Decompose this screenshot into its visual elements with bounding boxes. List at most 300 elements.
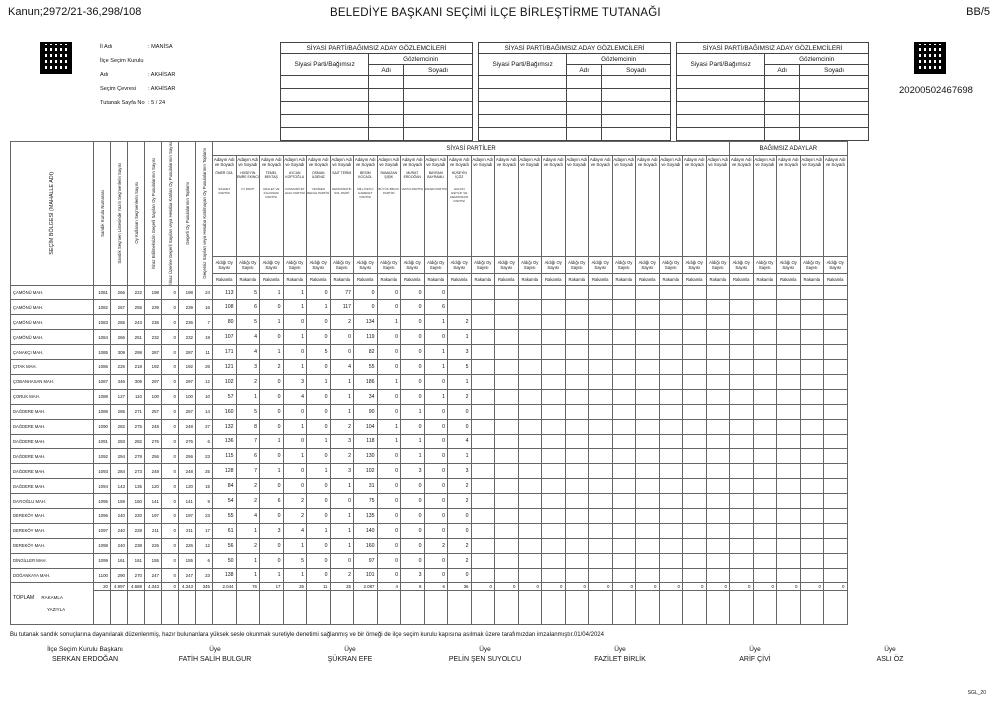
vote-cell	[565, 464, 589, 479]
vote-cell: 6	[424, 300, 448, 315]
row-neighborhood: DEREKÖY MAH.	[11, 508, 94, 523]
vote-cell: 84	[213, 479, 237, 494]
vote-cell: 121	[213, 360, 237, 375]
vote-cell	[659, 315, 683, 330]
vote-cell: 4	[448, 434, 472, 449]
row-neighborhood: DAĞDERE MAH.	[11, 464, 94, 479]
vote-cell: 1	[377, 374, 401, 389]
candidate-header-label: Adayın Adı ve Soyadı	[425, 157, 447, 168]
row-neighborhood: DAĞDERE MAH.	[11, 479, 94, 494]
vote-cell: 0	[354, 285, 378, 300]
vote-cell: 102	[213, 374, 237, 389]
total-vote-cell: 0	[706, 583, 730, 591]
table-row	[11, 434, 848, 449]
vote-cell: 0	[401, 419, 425, 434]
vote-cell: 102	[354, 464, 378, 479]
vote-cell	[659, 374, 683, 389]
vote-cell	[471, 419, 495, 434]
row-inv: 15	[196, 479, 213, 494]
votes-header: Aldığı Oy Sayısı	[636, 257, 660, 274]
vote-cell: 0	[307, 315, 331, 330]
vote-cell	[471, 404, 495, 419]
vote-cell: 0	[260, 419, 284, 434]
numeric-header: Rakamla	[260, 274, 284, 286]
vote-cell: 0	[307, 479, 331, 494]
vote-cell	[542, 389, 566, 404]
vote-cell	[730, 538, 754, 553]
vote-cell: 0	[260, 538, 284, 553]
row-neighborhood: ÇAMÖNÜ MAH.	[11, 285, 94, 300]
vote-cell: 1	[260, 285, 284, 300]
vote-cell: 1	[283, 330, 307, 345]
table-row	[11, 345, 848, 360]
row-inv: 9	[196, 494, 213, 509]
row-valid: 248	[179, 464, 196, 479]
total-words-cell	[424, 591, 448, 625]
total-words-cell	[589, 591, 613, 625]
row-box: 1098	[94, 538, 111, 553]
vote-cell	[706, 434, 730, 449]
candidate-header-label: Adayın Adı ve Soyadı	[589, 157, 611, 168]
row-valid: 232	[179, 330, 196, 345]
numeric-header: Rakamla	[683, 274, 707, 286]
total-words-cell	[94, 591, 111, 625]
total-vote-cell: 11	[307, 583, 331, 591]
vote-cell	[565, 494, 589, 509]
vote-cell: 0	[377, 330, 401, 345]
vote-cell: 2	[236, 374, 260, 389]
vote-cell: 4	[236, 508, 260, 523]
row-voted: 273	[128, 464, 145, 479]
vote-cell: 3	[401, 568, 425, 583]
vote-cell	[800, 553, 824, 568]
vote-cell: 0	[424, 464, 448, 479]
row-box: 1093	[94, 464, 111, 479]
vote-cell	[565, 374, 589, 389]
candidate-header-label: Adayın Adı ve Soyadı	[801, 157, 823, 168]
vote-cell	[589, 315, 613, 330]
total-vote-cell: 0	[636, 583, 660, 591]
vote-cell: 1	[307, 434, 331, 449]
vote-cell: 0	[283, 345, 307, 360]
vote-cell	[683, 300, 707, 315]
total-vote-cell: 0	[824, 583, 848, 591]
section-independent: BAĞIMSIZ ADAYLAR	[730, 142, 848, 156]
vote-cell	[730, 434, 754, 449]
total-words-cell	[471, 591, 495, 625]
party-name: CUMHURİYET HALK PARTİSİ	[284, 187, 305, 196]
vote-cell	[753, 330, 777, 345]
total-words-cell	[236, 591, 260, 625]
observer-row	[677, 115, 869, 128]
vote-cell	[542, 345, 566, 360]
signer-name: FAZİLET BİRLİK	[594, 656, 646, 663]
total-vote-cell: 0	[730, 583, 754, 591]
col-registered: Sandık Seçmen Listesinde Yazılı Seçmenlerin Sayısı	[111, 142, 128, 286]
vote-cell	[706, 360, 730, 375]
vote-cell: 1	[307, 523, 331, 538]
vote-cell: 54	[213, 494, 237, 509]
vote-cell	[636, 538, 660, 553]
row-b: 0	[162, 345, 179, 360]
vote-cell: 0	[307, 285, 331, 300]
candidate-column-header	[777, 156, 801, 257]
vote-cell	[753, 464, 777, 479]
vote-cell: 0	[307, 494, 331, 509]
observer-table	[280, 42, 473, 141]
candidate-column-header	[401, 156, 425, 257]
vote-cell	[800, 404, 824, 419]
total-vote-cell: 0	[495, 583, 519, 591]
vote-cell: 1	[283, 419, 307, 434]
info-row: Tutanak Sayfa No : 5 / 24	[100, 100, 166, 106]
vote-cell	[518, 300, 542, 315]
candidate-header-label: Adayın Adı ve Soyadı	[519, 157, 541, 168]
vote-cell: 1	[307, 300, 331, 315]
vote-cell: 1	[283, 568, 307, 583]
vote-cell	[565, 389, 589, 404]
vote-cell: 0	[307, 419, 331, 434]
vote-cell	[683, 389, 707, 404]
candidate-column-header	[213, 156, 237, 257]
row-valid: 256	[179, 449, 196, 464]
vote-cell: 136	[213, 434, 237, 449]
vote-cell	[683, 434, 707, 449]
vote-cell: 0	[401, 479, 425, 494]
vote-cell: 2	[448, 538, 472, 553]
vote-cell	[753, 538, 777, 553]
vote-cell	[730, 508, 754, 523]
vote-cell: 6	[236, 449, 260, 464]
vote-cell: 6	[260, 494, 284, 509]
candidate-name	[519, 171, 542, 185]
vote-cell	[612, 404, 636, 419]
table-row	[11, 464, 848, 479]
votes-header: Aldığı Oy Sayısı	[283, 257, 307, 274]
vote-cell	[565, 300, 589, 315]
votes-header: Aldığı Oy Sayısı	[730, 257, 754, 274]
total-words-cell	[753, 591, 777, 625]
signer	[295, 645, 405, 665]
row-inv: 7	[196, 315, 213, 330]
candidate-name: BAYRAM BAYRAMLI	[427, 171, 445, 180]
vote-cell	[706, 464, 730, 479]
vote-cell	[753, 479, 777, 494]
vote-cell	[565, 345, 589, 360]
votes-header: Aldığı Oy Sayısı	[659, 257, 683, 274]
row-neighborhood: ÇAMÖNÜ MAH.	[11, 300, 94, 315]
vote-cell	[495, 553, 519, 568]
party-name: DEMOKRATİK SOL PARTİ	[331, 187, 352, 196]
row-reg: 284	[111, 464, 128, 479]
row-reg: 240	[111, 538, 128, 553]
total-vote-cell: 76	[236, 583, 260, 591]
vote-cell: 0	[260, 389, 284, 404]
vote-cell: 5	[283, 553, 307, 568]
row-box: 1087	[94, 374, 111, 389]
row-voted: 150	[128, 494, 145, 509]
row-b: 0	[162, 330, 179, 345]
vote-cell	[730, 330, 754, 345]
vote-cell: 1	[236, 389, 260, 404]
vote-cell	[824, 479, 848, 494]
vote-cell	[565, 330, 589, 345]
vote-cell: 0	[260, 330, 284, 345]
observer-row	[677, 102, 869, 115]
vote-cell	[777, 300, 801, 315]
vote-cell: 0	[260, 553, 284, 568]
candidate-header-label: Adayın Adı ve Soyadı	[542, 157, 564, 168]
row-inv: 12	[196, 538, 213, 553]
vote-cell	[495, 300, 519, 315]
vote-cell	[565, 419, 589, 434]
vote-cell	[753, 300, 777, 315]
vote-cell	[777, 538, 801, 553]
vote-cell: 7	[236, 464, 260, 479]
observer-row	[479, 102, 671, 115]
observer-table	[676, 42, 869, 141]
vote-cell	[683, 449, 707, 464]
row-reg: 226	[111, 360, 128, 375]
totals-row	[11, 583, 848, 591]
vote-cell	[777, 315, 801, 330]
vote-cell	[659, 419, 683, 434]
footer-statement: Bu tutanak sandık sonuçlarına dayanılarak düzenlenmiş, hazır bulunanlara yüksek sesle okunmak suretiyle denetimi sağlanmış ve bir örneği de ilçe seçim kurulu kapısına asılmak üzere tarafımızdan imzalanmıştır.01/04/2024	[10, 632, 604, 638]
vote-cell: 97	[354, 553, 378, 568]
observer-row	[281, 115, 473, 128]
observer-row	[479, 89, 671, 102]
vote-cell: 0	[401, 538, 425, 553]
candidate-name: HÜSEYİN İÇÖZ	[451, 171, 467, 180]
vote-cell	[636, 494, 660, 509]
row-neighborhood: ÇANAKÇI MAH.	[11, 345, 94, 360]
row-b: 0	[162, 419, 179, 434]
vote-cell: 1	[401, 449, 425, 464]
row-a: 226	[145, 538, 162, 553]
row-reg: 266	[111, 285, 128, 300]
vote-cell: 3	[401, 464, 425, 479]
row-reg: 309	[111, 345, 128, 360]
signer-name: PELİN ŞEN SUYOLCU	[448, 656, 522, 663]
total-vote-cell: 2.087	[354, 583, 378, 591]
row-a: 155	[145, 553, 162, 568]
votes-header: Aldığı Oy Sayısı	[495, 257, 519, 274]
row-valid: 192	[179, 360, 196, 375]
row-b: 0	[162, 523, 179, 538]
total-vote-cell: 0	[565, 583, 589, 591]
numeric-header: Rakamla	[448, 274, 472, 286]
vote-cell: 4	[330, 360, 354, 375]
vote-cell: 1	[424, 345, 448, 360]
row-b: 0	[162, 479, 179, 494]
observer-group-title: SİYASİ PARTİ/BAĞIMSIZ ADAY GÖZLEMCİLERİ	[281, 43, 473, 54]
vote-cell	[659, 449, 683, 464]
vote-cell	[542, 538, 566, 553]
row-valid: 276	[179, 434, 196, 449]
vote-cell: 1	[260, 568, 284, 583]
vote-cell: 0	[424, 568, 448, 583]
total-words-cell	[636, 591, 660, 625]
vote-cell	[495, 434, 519, 449]
vote-cell: 0	[377, 508, 401, 523]
total-vote-cell: 8	[401, 583, 425, 591]
vote-cell	[706, 479, 730, 494]
signer-role: Üye	[884, 646, 896, 653]
candidate-header-label: Adayın Adı ve Soyadı	[566, 157, 588, 168]
vote-cell	[589, 464, 613, 479]
row-reg: 282	[111, 419, 128, 434]
observer-first-name-label: Adı	[567, 65, 602, 76]
observer-last-name-label: Soyadı	[404, 65, 473, 76]
vote-cell: 0	[377, 345, 401, 360]
row-reg: 285	[111, 404, 128, 419]
vote-cell: 160	[213, 404, 237, 419]
table-row	[11, 374, 848, 389]
total-valid: 4.343	[179, 583, 196, 591]
candidate-column-header	[518, 156, 542, 257]
vote-cell: 56	[213, 538, 237, 553]
vote-cell	[706, 553, 730, 568]
vote-cell	[636, 315, 660, 330]
row-voted: 255	[128, 300, 145, 315]
row-box: 1094	[94, 479, 111, 494]
row-inv: 16	[196, 300, 213, 315]
vote-cell: 1	[260, 464, 284, 479]
signer	[30, 645, 140, 665]
vote-cell: 0	[401, 300, 425, 315]
candidate-header-label: Adayın Adı ve Soyadı	[213, 157, 235, 168]
row-reg: 290	[111, 568, 128, 583]
vote-cell	[777, 523, 801, 538]
numeric-header: Rakamla	[307, 274, 331, 286]
vote-cell	[518, 523, 542, 538]
numeric-header: Rakamla	[589, 274, 613, 286]
candidate-column-header	[448, 156, 472, 257]
total-vote-cell: 0	[542, 583, 566, 591]
votes-header: Aldığı Oy Sayısı	[236, 257, 260, 274]
vote-cell	[612, 479, 636, 494]
row-a: 232	[145, 330, 162, 345]
col-neighborhood: SEÇİM BÖLGESİ (MAHALLE ADI)	[11, 142, 94, 286]
vote-cell: 1	[260, 345, 284, 360]
vote-cell: 2	[236, 494, 260, 509]
vote-cell: 1	[330, 404, 354, 419]
vote-cell	[589, 479, 613, 494]
row-voted: 270	[128, 568, 145, 583]
vote-cell	[612, 360, 636, 375]
vote-cell	[683, 360, 707, 375]
vote-cell	[753, 568, 777, 583]
candidate-column-header	[683, 156, 707, 257]
vote-cell	[706, 330, 730, 345]
vote-cell	[518, 330, 542, 345]
vote-cell	[683, 315, 707, 330]
vote-cell: 1	[283, 300, 307, 315]
numeric-header: Rakamla	[542, 274, 566, 286]
vote-cell: 2	[283, 494, 307, 509]
vote-cell: 0	[424, 479, 448, 494]
row-inv: 6	[196, 553, 213, 568]
vote-cell	[589, 330, 613, 345]
vote-cell: 0	[260, 300, 284, 315]
vote-cell	[659, 464, 683, 479]
party-name: ADALET VE KALKINMA PARTİSİ	[263, 187, 280, 200]
vote-cell: 0	[283, 434, 307, 449]
vote-cell	[612, 568, 636, 583]
table-row	[11, 568, 848, 583]
candidate-name: AYCAN KOPTOĞLU	[285, 171, 305, 180]
candidate-header-label: Adayın Adı ve Soyadı	[331, 157, 353, 168]
row-reg: 161	[111, 553, 128, 568]
candidate-column-header	[824, 156, 848, 257]
vote-cell: 160	[354, 538, 378, 553]
row-a: 276	[145, 434, 162, 449]
vote-cell: 7	[236, 434, 260, 449]
row-voted: 243	[128, 315, 145, 330]
row-voted: 298	[128, 345, 145, 360]
vote-cell: 6	[236, 300, 260, 315]
vote-cell	[565, 538, 589, 553]
row-valid: 236	[179, 315, 196, 330]
row-b: 0	[162, 315, 179, 330]
candidate-name	[495, 171, 518, 185]
row-neighborhood: DİNGİLLER MAH.	[11, 553, 94, 568]
vote-cell	[800, 285, 824, 300]
row-voted: 251	[128, 330, 145, 345]
vote-cell	[612, 553, 636, 568]
vote-cell	[636, 434, 660, 449]
vote-cell	[471, 389, 495, 404]
table-row	[11, 315, 848, 330]
vote-cell: 2	[236, 479, 260, 494]
total-a: 4.343	[145, 583, 162, 591]
vote-cell	[518, 538, 542, 553]
vote-cell: 128	[213, 464, 237, 479]
row-reg: 265	[111, 315, 128, 330]
vote-cell	[518, 464, 542, 479]
candidate-name: SAİT TERİM	[332, 171, 352, 176]
vote-cell: 50	[213, 553, 237, 568]
vote-cell	[471, 508, 495, 523]
observer-last-name-label: Soyadı	[602, 65, 671, 76]
total-words-cell	[283, 591, 307, 625]
vote-cell: 61	[213, 523, 237, 538]
vote-cell: 3	[448, 464, 472, 479]
row-inv: 27	[196, 419, 213, 434]
candidate-header-label: Adayın Adı ve Soyadı	[260, 157, 282, 168]
vote-cell: 0	[283, 464, 307, 479]
vote-cell: 0	[424, 434, 448, 449]
vote-cell	[471, 434, 495, 449]
row-valid: 287	[179, 345, 196, 360]
row-b: 0	[162, 389, 179, 404]
vote-cell	[448, 285, 472, 300]
party-name: YENİDEN REFAH PARTİSİ	[307, 187, 330, 196]
vote-cell: 1	[283, 285, 307, 300]
vote-cell	[589, 360, 613, 375]
vote-cell	[495, 449, 519, 464]
candidate-header-label: Adayın Adı ve Soyadı	[472, 157, 494, 168]
total-vote-cell: 0	[612, 583, 636, 591]
vote-cell: 82	[354, 345, 378, 360]
numeric-header: Rakamla	[401, 274, 425, 286]
vote-cell	[495, 374, 519, 389]
vote-cell: 0	[448, 419, 472, 434]
row-valid: 239	[179, 300, 196, 315]
total-voted: 4.688	[128, 583, 145, 591]
vote-cell	[612, 494, 636, 509]
vote-cell: 4	[236, 345, 260, 360]
